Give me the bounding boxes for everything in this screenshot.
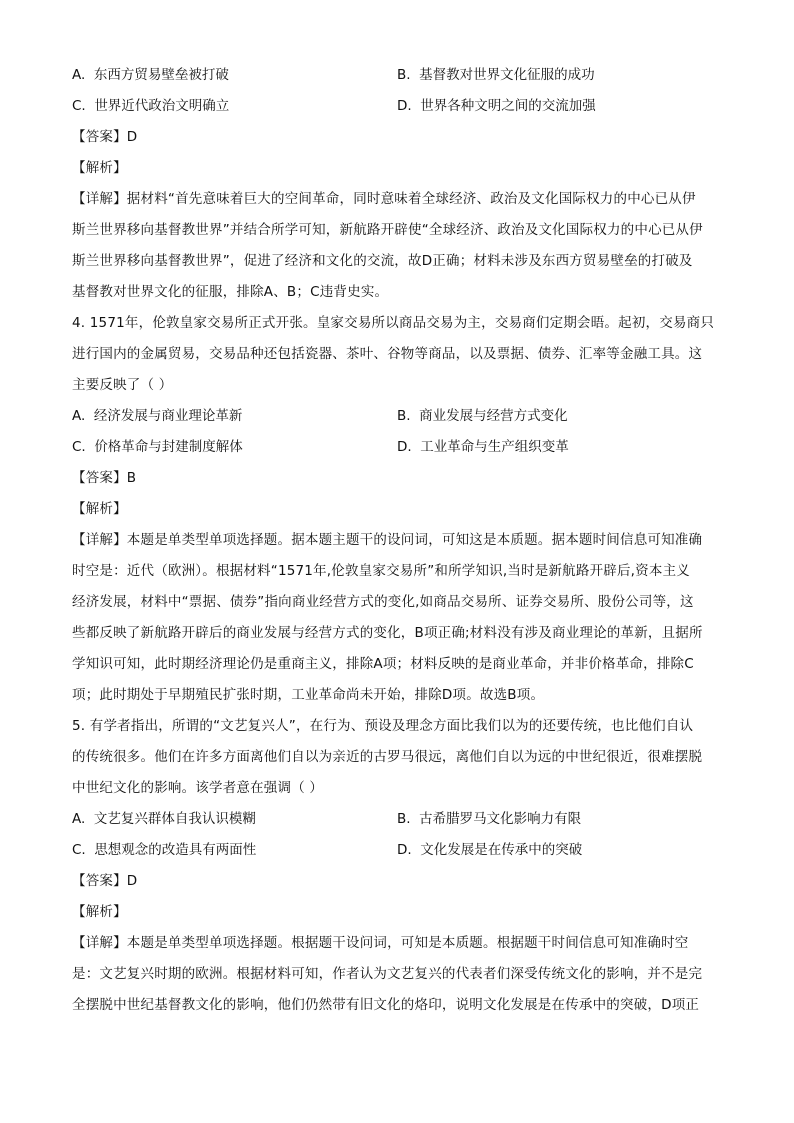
q4-detail-line: 经济发展，材料中“票据、债券”指向商业经营方式的变化,如商品交易所、证券交易所、股份公司等，这 [72,594,694,610]
q4-detail-line: 些都反映了新航路开辟后的商业发展与经营方式的变化，B项正确;材料没有涉及商业理论的革新，且据所 [72,625,703,641]
q5-option-c: C. 思想观念的改造具有两面性 [72,842,257,858]
q3-analysis-label: 【解析】 [72,160,127,176]
q5-options-row-2 [72,835,724,866]
q4-option-a: A. 经济发展与商业理论革新 [72,408,243,424]
q4-options-row-1 [72,401,724,432]
q5-stem [72,711,724,804]
q3-detail-line: 斯兰世界移向基督教世界”并结合所学可知，新航路开辟使“全球经济、政治及文化国际权力的中心已从伊 [72,222,703,238]
q4-options-row-2 [72,432,724,463]
q4-answer: 【答案】B [72,470,137,486]
q3-detail [72,184,724,308]
q3-detail-line: 基督教对世界文化的征服，排除A、B；C违背史实。 [72,284,389,300]
q5-option-d: D. 文化发展是在传承中的突破 [397,842,583,858]
q4-detail-line: 时空是：近代（欧洲）。根据材料“1571年,伦敦皇家交易所”和所学知识,当时是新航路开辟后,资本主义 [72,563,690,579]
q3-option-c: C. 世界近代政治文明确立 [72,98,230,114]
q4-option-b: B. 商业发展与经营方式变化 [397,408,568,424]
q4-detail-line: 学知识可知，此时期经济理论仍是重商主义，排除A项；材料反映的是商业革命，并非价格革命，排除C [72,656,694,672]
q5-options-row-1 [72,804,724,835]
q5-detail-line: 全摆脱中世纪基督教文化的影响，他们仍然带有旧文化的烙印，说明文化发展是在传承中的突破，D项正 [72,997,700,1013]
q5-stem-line: 的传统很多。他们在许多方面离他们自以为亲近的古罗马很远，离他们自以为远的中世纪很近，很难摆脱 [72,749,703,765]
q5-stem-line: 中世纪文化的影响。该学者意在强调（ ） [72,780,324,796]
q4-option-d: D. 工业革命与生产组织变革 [397,439,569,455]
q3-answer: 【答案】D [72,129,138,145]
q4-stem-line: 4. 1571年，伦敦皇家交易所正式开张。皇家交易所以商品交易为主，交易商们定期会晤。起初，交易商只 [72,315,715,331]
q3-option-a: A. 东西方贸易壁垒被打破 [72,67,229,83]
q4-detail [72,525,724,711]
q4-option-c: C. 价格革命与封建制度解体 [72,439,243,455]
q3-options-row-2 [72,91,724,122]
q4-detail-line: 【详解】本题是单类型单项选择题。据本题主题干的设问词，可知这是本质题。据本题时间信息可知准确 [72,532,703,548]
q3-option-b: B. 基督教对世界文化征服的成功 [397,67,595,83]
document-page [72,60,724,1021]
q5-detail [72,928,724,1021]
q5-answer: 【答案】D [72,873,138,889]
q5-detail-line: 是：文艺复兴时期的欧洲。根据材料可知，作者认为文艺复兴的代表者们深受传统文化的影响，并不是完 [72,966,703,982]
q4-stem-line: 进行国内的金属贸易，交易品种还包括瓷器、茶叶、谷物等商品，以及票据、债券、汇率等金融工具。这 [72,346,703,362]
q5-analysis-label: 【解析】 [72,904,127,920]
q3-detail-line: 【详解】据材料“首先意味着巨大的空间革命，同时意味着全球经济、政治及文化国际权力的中心已从伊 [72,191,696,207]
q5-option-b: B. 古希腊罗马文化影响力有限 [397,811,582,827]
q3-option-d: D. 世界各种文明之间的交流加强 [397,98,596,114]
q4-analysis-label: 【解析】 [72,501,127,517]
q4-detail-line: 项；此时期处于早期殖民扩张时期，工业革命尚未开始，排除D项。故选B项。 [72,687,545,703]
q5-stem-line: 5. 有学者指出，所谓的“文艺复兴人”，在行为、预设及理念方面比我们以为的还要传统，也比他们自认 [72,718,694,734]
q4-stem [72,308,724,401]
q5-detail-line: 【详解】本题是单类型单项选择题。根据题干设问词，可知是本质题。根据题干时间信息可知准确时空 [72,935,689,951]
q4-stem-line: 主要反映了（ ） [72,377,173,393]
q3-options-row-1 [72,60,724,91]
q5-option-a: A. 文艺复兴群体自我认识模糊 [72,811,256,827]
q3-detail-line: 斯兰世界移向基督教世界”，促进了经济和文化的交流，故D正确；材料未涉及东西方贸易壁垒的打破及 [72,253,693,269]
